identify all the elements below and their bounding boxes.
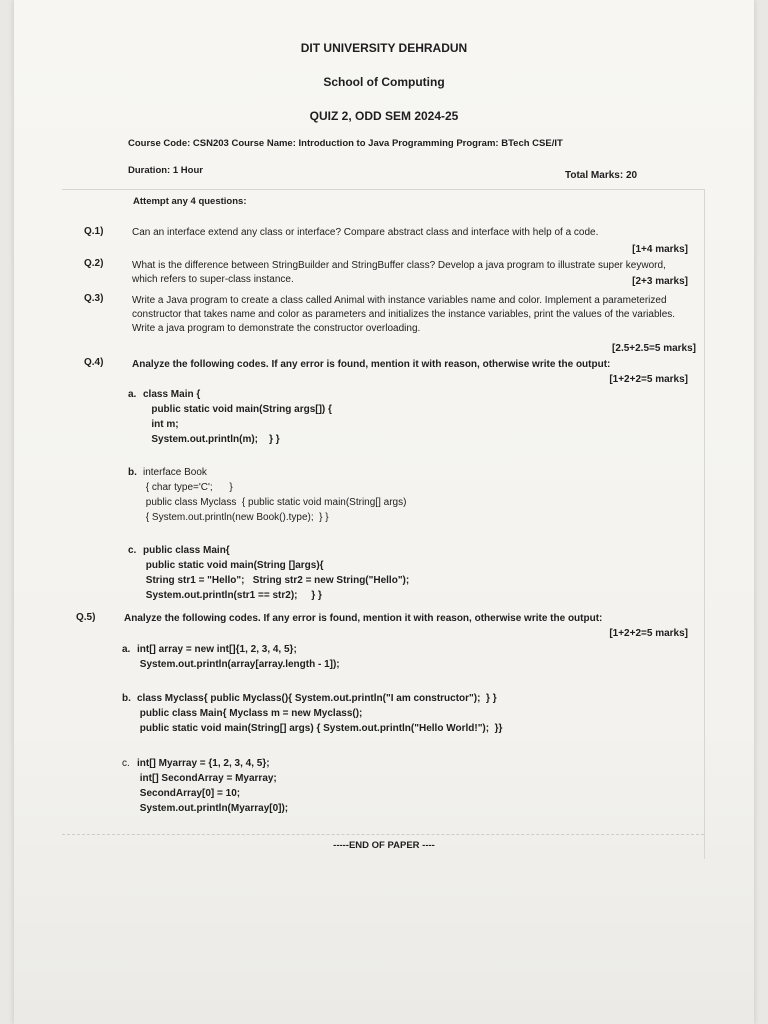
- quiz-title: QUIZ 2, ODD SEM 2024-25: [309, 109, 459, 123]
- code-block: class Myclass{ public Myclass(){ System.out.println("I am constructor"); } } public class Main{ Myclass m = new Myclass(); public static void main(String[] args) { System.out.println("Hello World!"); }}: [137, 693, 503, 734]
- divider-top: [62, 189, 704, 190]
- instruction: Attempt any 4 questions:: [133, 196, 247, 207]
- code-block: int[] array = new int[]{1, 2, 3, 4, 5}; System.out.println(array[array.length - 1]);: [137, 644, 340, 670]
- question-marks: [1+2+2=5 marks]: [609, 628, 688, 639]
- code-block: interface Book { char type='C'; } public class Myclass { public static void main(String[] args) { System.out.println(new Book().type); } }: [143, 467, 407, 523]
- part-label: b.: [122, 693, 131, 704]
- part-label: a.: [128, 389, 137, 400]
- part-label: b.: [128, 467, 137, 478]
- question-marks: [1+2+2=5 marks]: [609, 374, 688, 385]
- divider-right: [704, 189, 705, 859]
- university-title: DIT UNIVERSITY DEHRADUN: [300, 41, 468, 55]
- question-marks: [2.5+2.5=5 marks]: [612, 343, 696, 354]
- question-number: Q.5): [76, 612, 96, 623]
- duration: Duration: 1 Hour: [128, 165, 203, 176]
- question-marks: [2+3 marks]: [632, 276, 688, 287]
- question-number: Q.4): [84, 357, 104, 368]
- part-label: c.: [122, 758, 130, 769]
- question-text: Write a Java program to create a class called Animal with instance variables name and color. Implement a parameterized constructor that takes name and color as parameters and initializes the instance variables, print the values of the variables. Write a java program to demonstrate the constructor overloading.: [132, 295, 676, 334]
- part-label: a.: [122, 644, 131, 655]
- question-text: What is the difference between StringBuilder and StringBuffer class? Develop a java program to illustrate super keyword, which refers to super-class instance.: [132, 260, 666, 285]
- question-marks: [1+4 marks]: [632, 244, 688, 255]
- question-text: Analyze the following codes. If any error is found, mention it with reason, otherwise write the output:: [124, 613, 603, 624]
- code-block: class Main { public static void main(String args[]) { int m; System.out.println(m); } }: [143, 389, 332, 445]
- code-block: public class Main{ public static void main(String []args){ String str1 = "Hello"; String str2 = new String("Hello"); System.out.println(str1 == str2); } }: [143, 545, 410, 601]
- question-text: Can an interface extend any class or interface? Compare abstract class and interface with help of a code.: [132, 227, 599, 238]
- part-label: c.: [128, 545, 137, 556]
- divider-bottom: [62, 834, 704, 835]
- question-number: Q.3): [84, 293, 104, 304]
- end-of-paper: -----END OF PAPER ----: [333, 840, 435, 851]
- course-line: Course Code: CSN203 Course Name: Introduction to Java Programming Program: BTech CSE/IT: [128, 138, 563, 149]
- question-text: Analyze the following codes. If any error is found, mention it with reason, otherwise write the output:: [132, 359, 611, 370]
- question-number: Q.1): [84, 226, 104, 237]
- total-marks: Total Marks: 20: [565, 170, 638, 181]
- question-number: Q.2): [84, 258, 104, 269]
- code-block: int[] Myarray = {1, 2, 3, 4, 5}; int[] SecondArray = Myarray; SecondArray[0] = 10; System.out.println(Myarray[0]);: [137, 758, 289, 814]
- school-title: School of Computing: [323, 75, 445, 89]
